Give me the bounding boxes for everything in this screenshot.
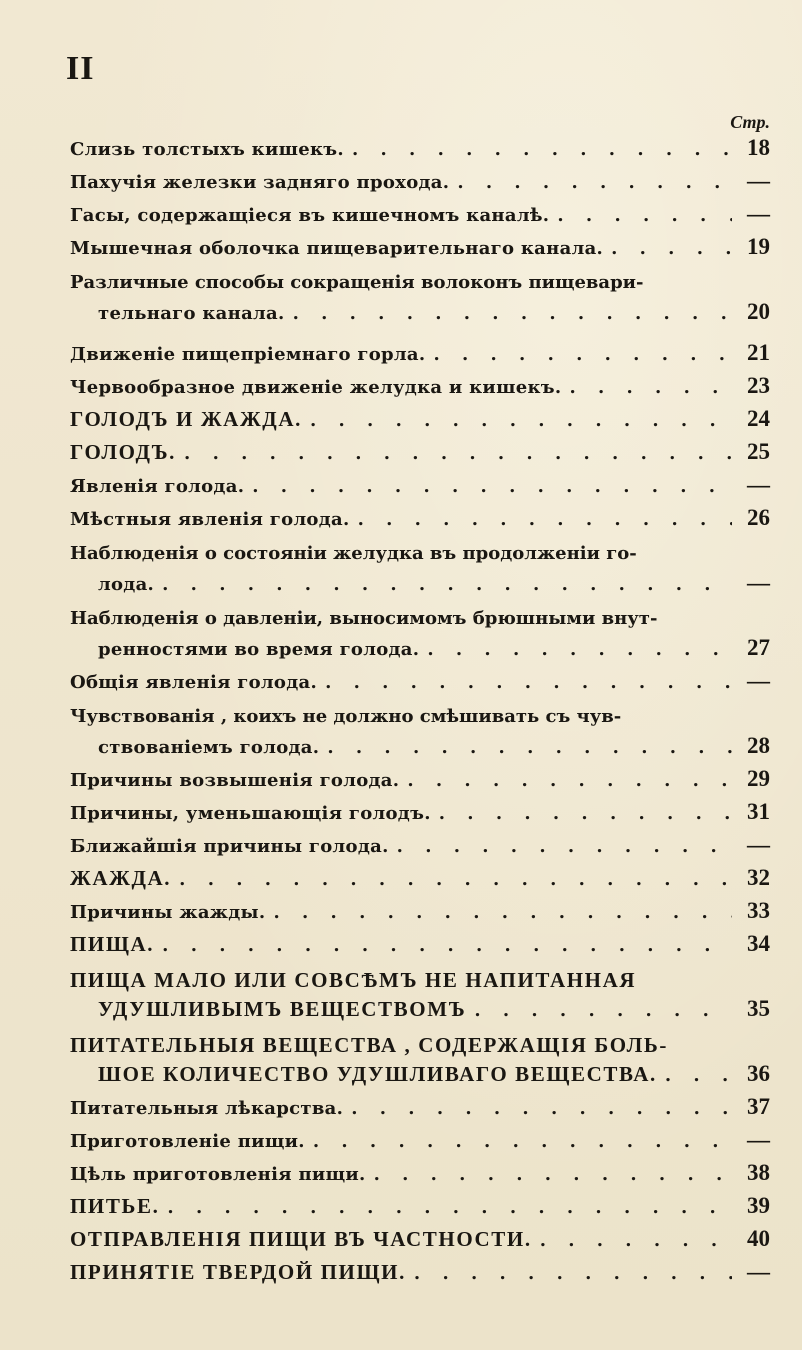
toc-entry	[70, 135, 770, 168]
dot-leader	[557, 205, 732, 227]
toc-entry	[70, 340, 770, 373]
toc-entry-title-line1: Наблюденія о состояніи желудка въ продолженіи го-	[70, 543, 637, 564]
toc-entry-page: 23	[747, 373, 770, 398]
dot-leader	[327, 737, 732, 759]
toc-entry-page: 27	[747, 635, 770, 660]
toc-entry	[70, 832, 770, 865]
toc-entry-title: ЖАЖДА.	[70, 866, 172, 890]
dot-leader	[457, 172, 732, 194]
dot-leader	[351, 1098, 732, 1120]
toc-entry	[70, 1127, 770, 1160]
toc-entry-title: ГОЛОДЪ.	[70, 440, 177, 464]
toc-entry-page: —	[747, 472, 770, 497]
toc-entry	[70, 766, 770, 799]
toc-entry-page: 29	[747, 766, 770, 791]
toc-entry-page: —	[747, 201, 770, 226]
toc-entry-title: Мѣстныя явленія голода.	[70, 509, 350, 530]
toc-entry-title: Явленія голода.	[70, 476, 245, 497]
toc-entry-title: Причины возвышенія голода.	[70, 770, 400, 791]
dot-leader	[352, 139, 732, 161]
toc-entry	[70, 799, 770, 832]
dot-leader	[293, 303, 732, 325]
toc-entry	[70, 1226, 770, 1259]
toc-entry-title: Пахучія железки задняго прохода.	[70, 172, 450, 193]
toc-entry-title-line2: ШОЕ КОЛИЧЕСТВО УДУШЛИВАГО ВЕЩЕСТВА.	[98, 1062, 657, 1086]
toc-entry-title-line1: Наблюденія о давленіи, выносимомъ брюшными внут-	[70, 608, 658, 629]
toc-entry-page: 38	[747, 1160, 770, 1185]
toc-entry-page: 39	[747, 1193, 770, 1218]
toc-entry-page: 36	[747, 1061, 770, 1086]
toc-entry	[70, 234, 770, 267]
toc-entry-title-line2: тельнаго канала.	[98, 303, 285, 324]
dot-leader	[184, 443, 732, 465]
page-number: II	[66, 50, 95, 87]
toc-entry	[70, 373, 770, 406]
toc-entry-page: 20	[747, 299, 770, 324]
toc-entry-title: Причины, уменьшающія голодъ.	[70, 803, 431, 824]
dot-leader	[427, 639, 732, 661]
toc-entry-title-line1: ПИТАТЕЛЬНЫЯ ВЕЩЕСТВА , СОДЕРЖАЩІЯ БОЛЬ-	[70, 1033, 668, 1057]
toc-entry-page: —	[747, 832, 770, 857]
toc-entry-page: 37	[747, 1094, 770, 1119]
toc-entry-title-line2: УДУШЛИВЫМЪ ВЕЩЕСТВОМЪ	[98, 997, 467, 1021]
toc-entry-title-line2: лода.	[98, 574, 155, 595]
toc-entry	[70, 472, 770, 505]
toc-entry	[70, 996, 770, 1029]
toc-entry-title: Слизь толстыхъ кишекъ.	[70, 139, 344, 160]
dot-leader	[414, 1263, 732, 1285]
toc-entry-page: 19	[747, 234, 770, 259]
toc-entry-title-line1: Чувствованія , коихъ не должно смѣшивать съ чув-	[70, 706, 622, 727]
toc-entry-page: 28	[747, 733, 770, 758]
dot-leader	[358, 509, 732, 531]
dot-leader	[374, 1164, 732, 1186]
dot-leader	[179, 869, 732, 891]
toc-entry-page: —	[747, 1127, 770, 1152]
toc-entry	[70, 1259, 770, 1292]
toc-entry-page: —	[747, 1259, 770, 1284]
page-column-label: Стр.	[730, 112, 770, 132]
dot-leader	[325, 672, 732, 694]
toc-entry-title: Червообразное движеніе желудка и кишекъ.	[70, 377, 562, 398]
toc-entry-title-line2: ренностями во время голода.	[98, 639, 420, 660]
toc-entry	[70, 733, 770, 766]
toc-entry	[70, 931, 770, 964]
toc-entry-page: 31	[747, 799, 770, 824]
dot-leader	[167, 1197, 732, 1219]
toc-entry	[70, 439, 770, 472]
toc-entry-title: Питательныя лѣкарства.	[70, 1098, 344, 1119]
toc-entry-page: 32	[747, 865, 770, 890]
toc-entry	[70, 406, 770, 439]
dot-leader	[569, 377, 732, 399]
dot-leader	[433, 344, 732, 366]
toc-entry	[70, 898, 770, 931]
toc-entry	[70, 865, 770, 898]
toc-entry-page: 18	[747, 135, 770, 160]
toc-entry-title-line1: ПИЩА МАЛО ИЛИ СОВСѢМЪ НЕ НАПИТАННАЯ	[70, 968, 637, 992]
dot-leader	[310, 410, 732, 432]
dot-leader	[397, 836, 732, 858]
toc-entry-page: —	[747, 168, 770, 193]
toc-entry-page: 33	[747, 898, 770, 923]
toc-entry-title: ГОЛОДЪ И ЖАЖДА.	[70, 407, 302, 431]
toc-entry-page: —	[747, 668, 770, 693]
toc-entry-title-line2: ствованіемъ голода.	[98, 737, 320, 758]
toc-entry	[70, 1160, 770, 1193]
toc-entry-page: 40	[747, 1226, 770, 1251]
toc-entry-title-line1: Различные способы сокращенія волоконъ пищевари-	[70, 272, 644, 293]
toc-entry	[70, 201, 770, 234]
toc-entry-page: 21	[747, 340, 770, 365]
toc-entry-page: 24	[747, 406, 770, 431]
toc-entry-title: ПРИНЯТІЕ ТВЕРДОЙ ПИЩИ.	[70, 1260, 406, 1284]
toc-entry-page: 34	[747, 931, 770, 956]
toc-entry	[70, 570, 770, 603]
toc-entry-title: Цѣль приготовленія пищи.	[70, 1164, 366, 1185]
toc-entry-title: Приготовленіе пищи.	[70, 1131, 305, 1152]
dot-leader	[162, 574, 732, 596]
toc-entry-title: Ближайшія причины голода.	[70, 836, 389, 857]
toc-entry	[70, 1094, 770, 1127]
toc-entry	[70, 1061, 770, 1094]
dot-leader	[313, 1131, 732, 1153]
dot-leader	[162, 935, 732, 957]
toc-entry-title: Мышечная оболочка пищеварительнаго канала.	[70, 238, 604, 259]
toc-entry-page: 35	[747, 996, 770, 1021]
toc-entry-title: ПИЩА.	[70, 932, 155, 956]
toc-entry	[70, 1193, 770, 1226]
toc-entry	[70, 668, 770, 701]
toc-entry	[70, 299, 770, 332]
toc-entry-title: ПИТЬЕ.	[70, 1194, 160, 1218]
toc-entry	[70, 168, 770, 201]
toc-entry	[70, 635, 770, 668]
toc-entry-title: Общія явленія голода.	[70, 672, 318, 693]
dot-leader	[474, 1000, 732, 1022]
toc-entry-title: Гасы, содержащіеся въ кишечномъ каналѣ.	[70, 205, 550, 226]
dot-leader	[407, 770, 732, 792]
dot-leader	[439, 803, 732, 825]
toc-entry	[70, 505, 770, 538]
toc-entry-page: —	[747, 570, 770, 595]
toc-entry-page: 25	[747, 439, 770, 464]
toc-entry-title: Движеніе пищепріемнаго горла.	[70, 344, 426, 365]
dot-leader	[665, 1065, 732, 1087]
table-of-contents	[70, 135, 770, 1292]
dot-leader	[252, 476, 732, 498]
dot-leader	[540, 1230, 732, 1252]
toc-entry-page: 26	[747, 505, 770, 530]
toc-entry-title: ОТПРАВЛЕНІЯ ПИЩИ ВЪ ЧАСТНОСТИ.	[70, 1227, 532, 1251]
dot-leader	[273, 902, 732, 924]
toc-entry-title: Причины жажды.	[70, 902, 266, 923]
dot-leader	[611, 238, 732, 260]
